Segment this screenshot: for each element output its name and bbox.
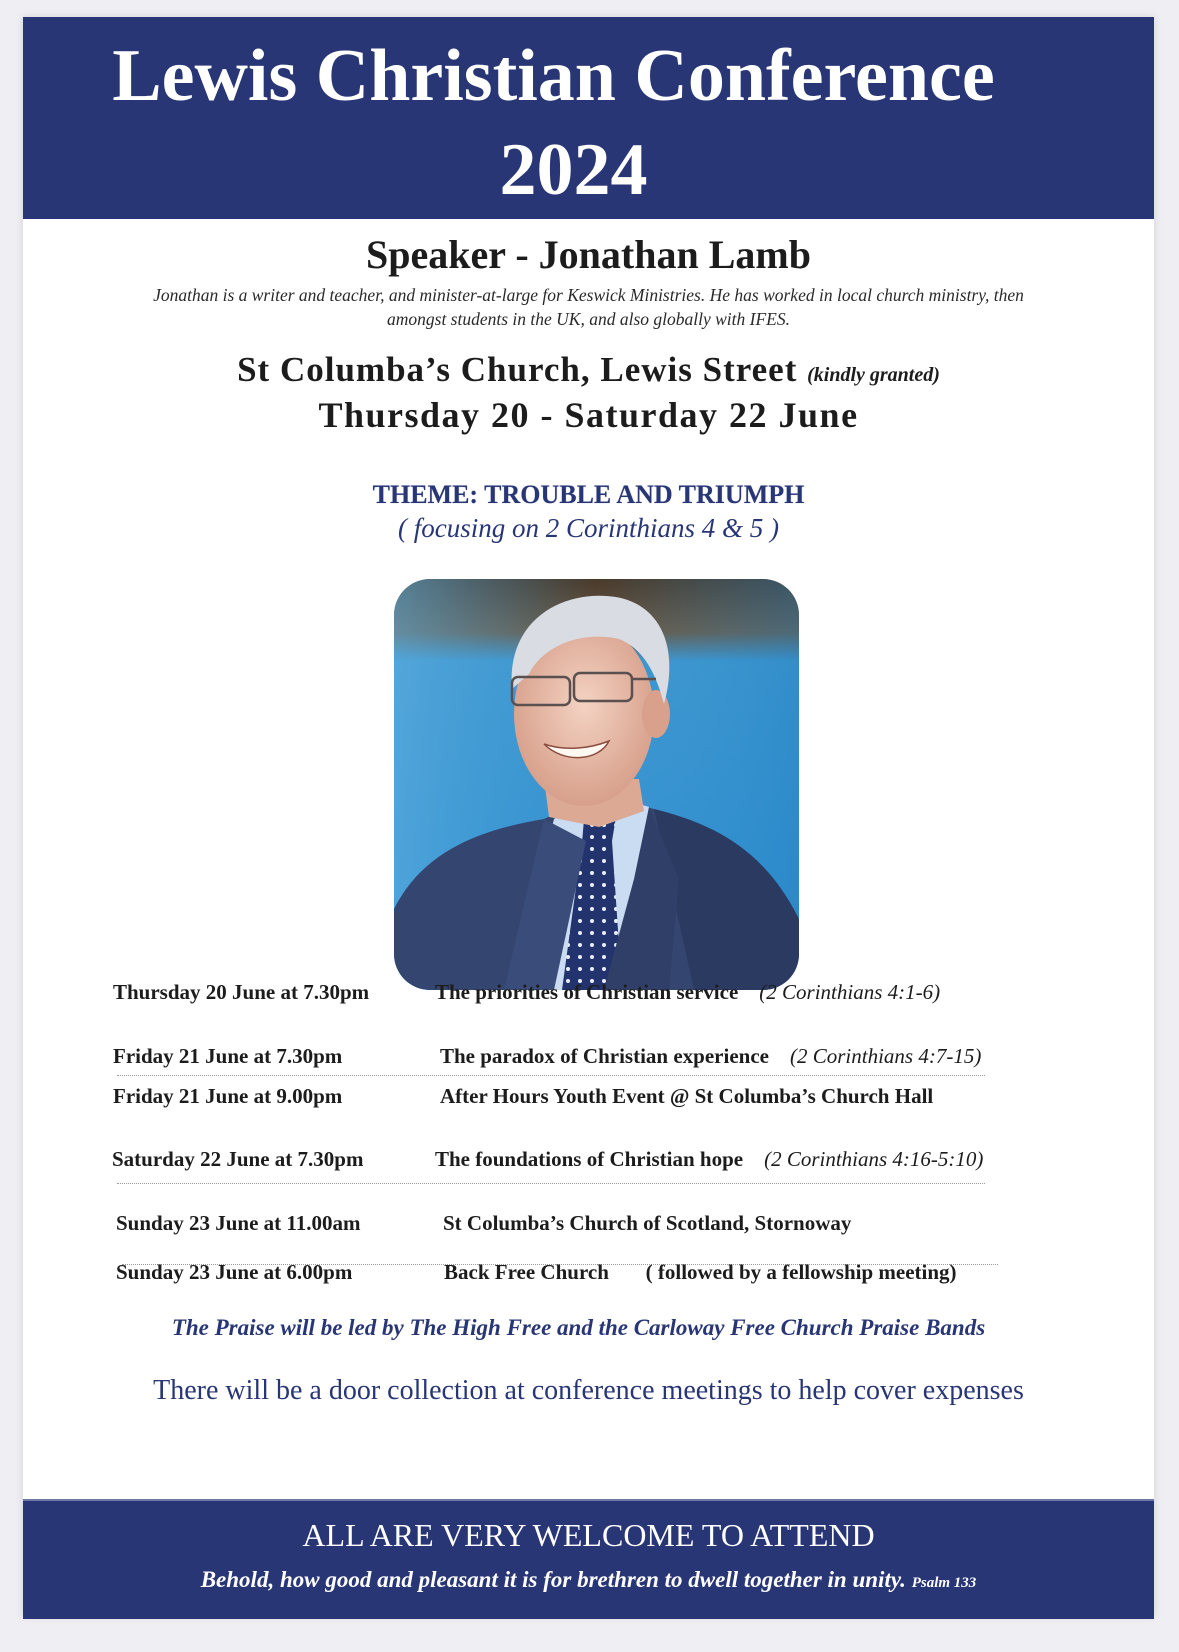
schedule-time: Saturday 22 June at 7.30pm	[112, 1147, 364, 1171]
speaker-bio	[23, 283, 1154, 331]
praise-note: The Praise will be led by The High Free and the Carloway Free Church Praise Bands	[171, 1315, 986, 1340]
footer-banner	[23, 1499, 1154, 1619]
welcome-text: ALL ARE VERY WELCOME TO ATTEND	[302, 1517, 875, 1553]
schedule-note: ( followed by a fellowship meeting)	[645, 1260, 957, 1284]
speaker-heading: Speaker - Jonathan Lamb	[366, 232, 811, 277]
venue-note: (kindly granted)	[807, 364, 940, 386]
verse-text: Behold, how good and pleasant it is for brethren to dwell together in unity.	[200, 1567, 906, 1592]
collection-note: There will be a door collection at conference meetings to help cover expenses	[153, 1375, 1024, 1406]
poster-page	[23, 17, 1154, 1617]
schedule-reference: (2 Corinthians 4:16-5:10)	[764, 1147, 984, 1171]
schedule-topic: After Hours Youth Event @ St Columba’s Church Hall	[440, 1084, 934, 1108]
conference-dates: Thursday 20 - Saturday 22 June	[318, 395, 859, 435]
schedule-reference: (2 Corinthians 4:1-6)	[759, 980, 941, 1004]
schedule-time: Friday 21 June at 9.00pm	[113, 1084, 343, 1108]
venue-name: St Columba’s Church, Lewis Street	[237, 350, 798, 389]
schedule-row	[116, 1210, 852, 1236]
conference-year: 2024	[499, 129, 648, 211]
divider	[117, 1075, 985, 1076]
schedule-row	[113, 979, 941, 1005]
schedule-row	[113, 1043, 982, 1069]
theme-title: THEME: TROUBLE AND TRIUMPH	[372, 480, 805, 509]
speaker-photo	[394, 579, 799, 990]
schedule-time: Sunday 23 June at 6.00pm	[116, 1260, 353, 1284]
schedule-topic: Back Free Church	[444, 1260, 609, 1284]
schedule-time: Sunday 23 June at 11.00am	[116, 1211, 361, 1235]
speaker-bio-line1: Jonathan is a writer and teacher, and minister-at-large for Keswick Ministries. He has worked in local church ministry, then	[153, 285, 1024, 305]
venue	[23, 349, 1154, 396]
scripture-verse	[23, 1565, 1154, 1598]
theme-subtitle: ( focusing on 2 Corinthians 4 & 5 )	[397, 513, 779, 543]
schedule-row	[113, 1083, 934, 1109]
conference-title: Lewis Christian Conference	[112, 35, 995, 117]
schedule-topic: The priorities of Christian service	[435, 980, 739, 1004]
schedule-row	[116, 1259, 957, 1285]
verse-citation: Psalm 133	[911, 1575, 977, 1591]
schedule-topic: St Columba’s Church of Scotland, Stornoway	[443, 1211, 852, 1235]
schedule-time: Thursday 20 June at 7.30pm	[113, 980, 370, 1004]
schedule-row	[112, 1146, 984, 1172]
schedule-reference: (2 Corinthians 4:7-15)	[789, 1044, 982, 1068]
speaker-bio-line2: amongst students in the UK, and also globally with IFES.	[387, 309, 790, 329]
divider	[117, 1183, 985, 1184]
schedule-time: Friday 21 June at 7.30pm	[113, 1044, 343, 1068]
schedule-topic: The foundations of Christian hope	[435, 1147, 744, 1171]
schedule-topic: The paradox of Christian experience	[440, 1044, 769, 1068]
header-banner	[23, 17, 1154, 219]
